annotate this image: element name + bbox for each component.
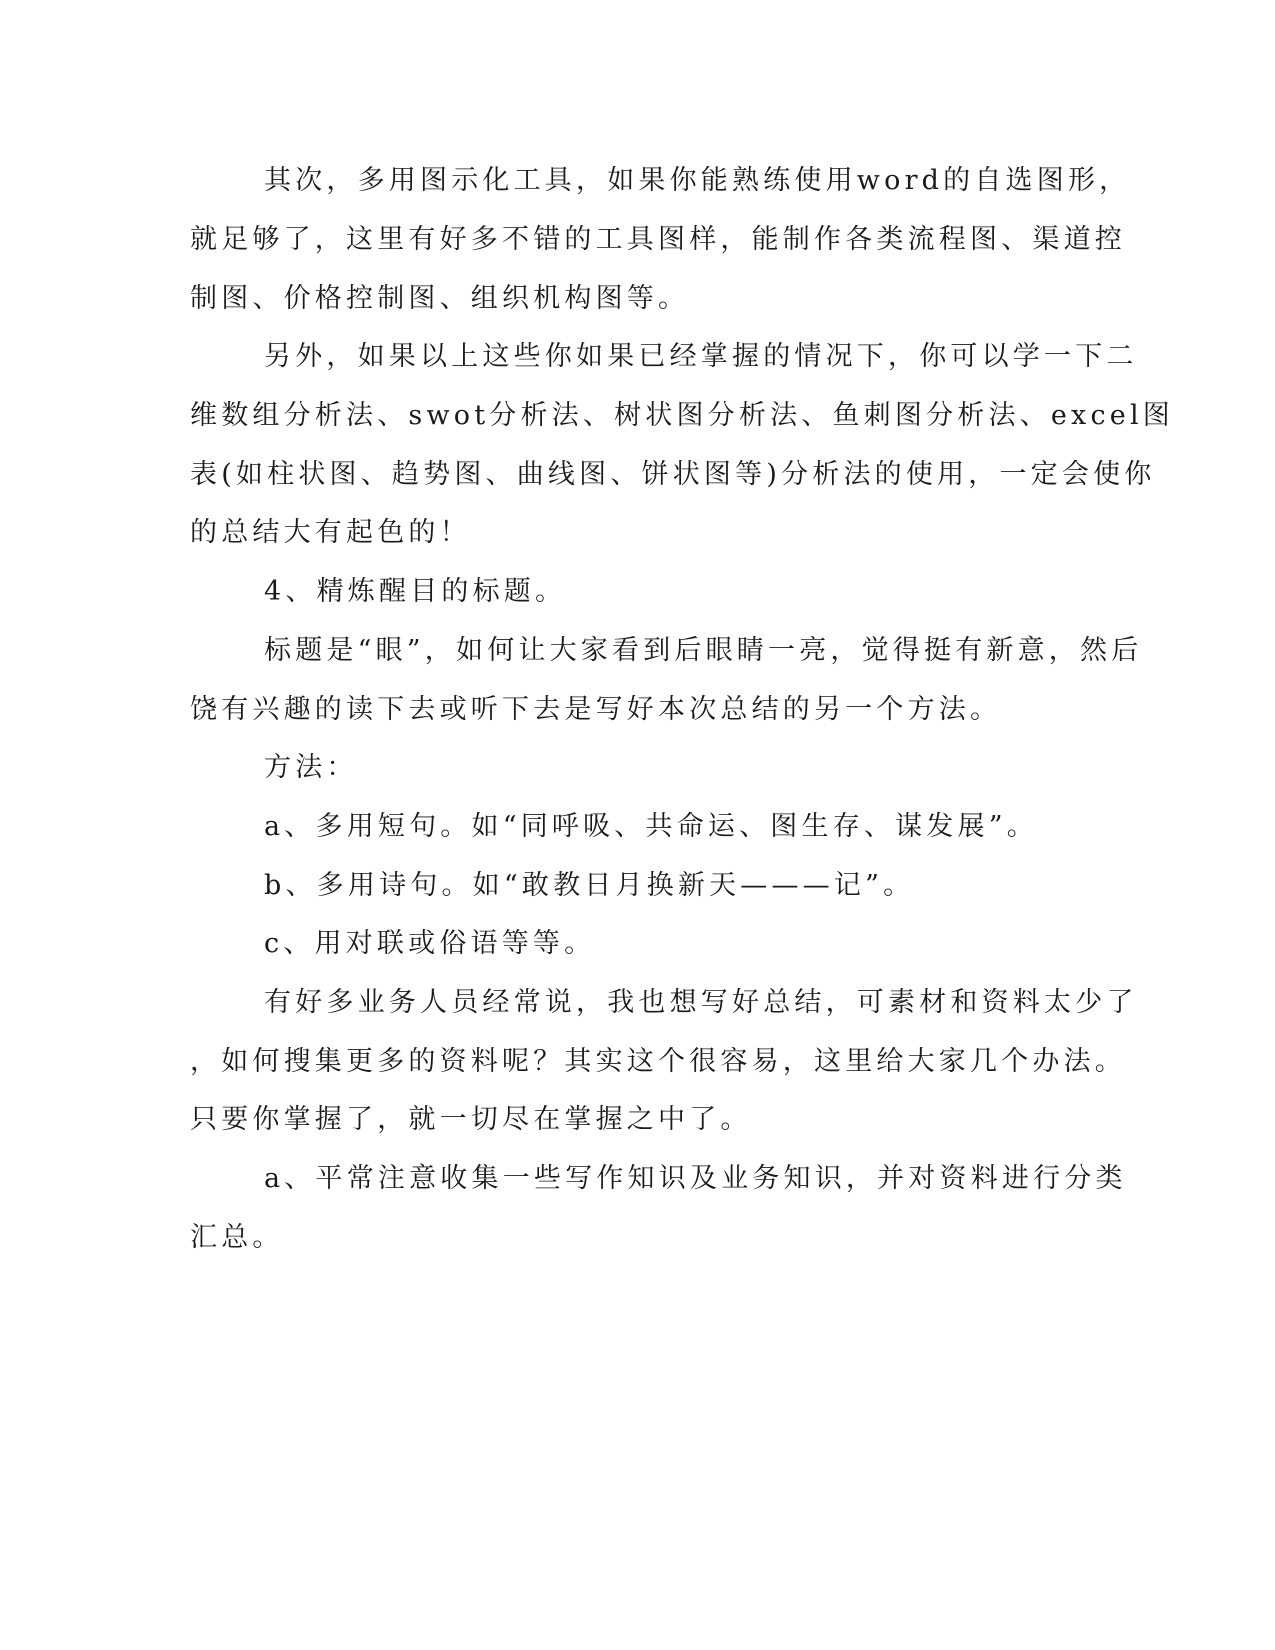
- paragraph-line: 标题是“眼”，如何让大家看到后眼睛一亮，觉得挺有新意，然后: [264, 635, 1143, 666]
- paragraph-line: ，如何搜集更多的资料呢？其实这个很容易，这里给大家几个办法。: [190, 1046, 1126, 1077]
- list-item: a、平常注意收集一些写作知识及业务知识，并对资料进行分类: [264, 1163, 1127, 1194]
- paragraph-line: 的总结大有起色的！: [190, 517, 471, 548]
- list-item: a、多用短句。如“同呼吸、共命运、图生存、谋发展”。: [264, 811, 1038, 842]
- list-item: b、多用诗句。如“敢教日月换新天———记”。: [264, 870, 915, 901]
- paragraph-line: 维数组分析法、swot分析法、树状图分析法、鱼刺图分析法、excel图: [190, 400, 1175, 431]
- paragraph-line: 表(如柱状图、趋势图、曲线图、饼状图等)分析法的使用，一定会使你: [190, 459, 1156, 490]
- paragraph-line: 另外，如果以上这些你如果已经掌握的情况下，你可以学一下二: [264, 341, 1138, 372]
- paragraph-line: 汇总。: [190, 1222, 284, 1253]
- paragraph-line: 有好多业务人员经常说，我也想写好总结，可素材和资料太少了: [264, 987, 1138, 1018]
- paragraph-line: 饶有兴趣的读下去或听下去是写好本次总结的另一个方法。: [190, 694, 1002, 725]
- paragraph-line: 制图、价格控制图、组织机构图等。: [190, 283, 690, 314]
- paragraph-line: 只要你掌握了，就一切尽在掌握之中了。: [190, 1104, 752, 1135]
- list-item: c、用对联或俗语等等。: [264, 928, 596, 959]
- paragraph-line: 就足够了，这里有好多不错的工具图样，能制作各类流程图、渠道控: [190, 224, 1126, 255]
- paragraph-line: 方法：: [264, 752, 358, 783]
- section-heading: 4、精炼醒目的标题。: [264, 576, 567, 607]
- paragraph-line: 其次，多用图示化工具，如果你能熟练使用word的自选图形，: [264, 165, 1131, 196]
